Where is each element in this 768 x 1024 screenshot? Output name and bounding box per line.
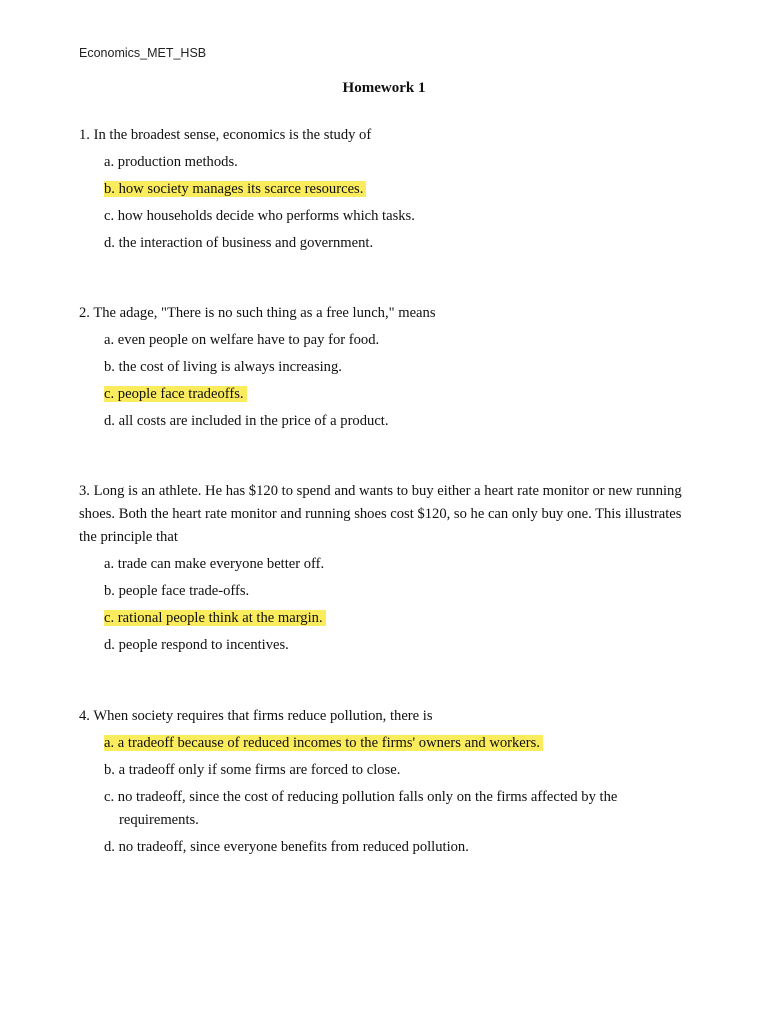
answer-option-highlighted <box>79 178 699 201</box>
option-text: production methods. <box>117 154 238 170</box>
option-text: people face trade-offs. <box>118 583 250 599</box>
option-letter: c. <box>104 789 115 805</box>
option-text: trade can make everyone better off. <box>117 556 325 572</box>
option-letter: c. <box>104 386 115 402</box>
answer-option <box>79 232 699 255</box>
question-stem: 4. When society requires that firms reduce pollution, there is <box>79 708 433 724</box>
question-stem: 3. Long is an athlete. He has $120 to spend and wants to buy either a heart rate monitor or new running shoes. Both the heart rate monitor and running shoes cost $120, so he can only buy one. This illustrates the principle that <box>79 483 682 545</box>
answer-option-highlighted <box>79 383 699 406</box>
answer-option-highlighted <box>79 732 699 755</box>
option-text: no tradeoff, since everyone benefits from reduced pollution. <box>118 839 469 855</box>
option-text: how households decide who performs which tasks. <box>117 208 415 224</box>
option-text: no tradeoff, since the cost of reducing pollution falls only on the firms affected by the requirements. <box>117 789 618 828</box>
option-text: a tradeoff because of reduced incomes to the firms' owners and workers. <box>117 735 540 751</box>
answer-option <box>79 786 699 832</box>
option-text: a tradeoff only if some firms are forced to close. <box>118 762 401 778</box>
option-letter: b. <box>104 762 115 778</box>
option-text: people respond to incentives. <box>118 637 289 653</box>
answer-option <box>79 410 699 433</box>
option-text: people face tradeoffs. <box>117 386 244 402</box>
question-2 <box>79 302 699 433</box>
answer-option <box>79 759 699 782</box>
question-4 <box>79 705 699 859</box>
option-letter: d. <box>104 413 115 429</box>
answer-option <box>79 580 699 603</box>
answer-option <box>79 836 699 859</box>
option-text: the interaction of business and government. <box>118 235 374 251</box>
answer-option <box>79 205 699 228</box>
option-text: all costs are included in the price of a product. <box>118 413 389 429</box>
answer-option <box>79 151 699 174</box>
option-text: rational people think at the margin. <box>117 610 323 626</box>
option-letter: a. <box>104 154 115 170</box>
question-stem: 1. In the broadest sense, economics is the study of <box>79 127 372 143</box>
question-3 <box>79 480 699 657</box>
option-text: the cost of living is always increasing. <box>118 359 342 375</box>
answer-option <box>79 553 699 576</box>
question-stem: 2. The adage, "There is no such thing as a free lunch," means <box>79 305 436 321</box>
option-letter: b. <box>104 181 115 197</box>
answer-option <box>79 356 699 379</box>
option-letter: c. <box>104 610 115 626</box>
option-letter: c. <box>104 208 115 224</box>
option-letter: a. <box>104 332 115 348</box>
option-letter: a. <box>104 735 115 751</box>
option-letter: d. <box>104 637 115 653</box>
answer-option <box>79 634 699 657</box>
answer-option-highlighted <box>79 607 699 630</box>
page-title: Homework 1 <box>342 80 426 96</box>
answer-option <box>79 329 699 352</box>
option-letter: b. <box>104 583 115 599</box>
option-letter: d. <box>104 235 115 251</box>
question-1 <box>79 124 699 255</box>
option-letter: a. <box>104 556 115 572</box>
course-header: Economics_MET_HSB <box>79 46 207 60</box>
option-letter: b. <box>104 359 115 375</box>
option-text: how society manages its scarce resources. <box>118 181 364 197</box>
option-text: even people on welfare have to pay for food. <box>117 332 380 348</box>
option-letter: d. <box>104 839 115 855</box>
